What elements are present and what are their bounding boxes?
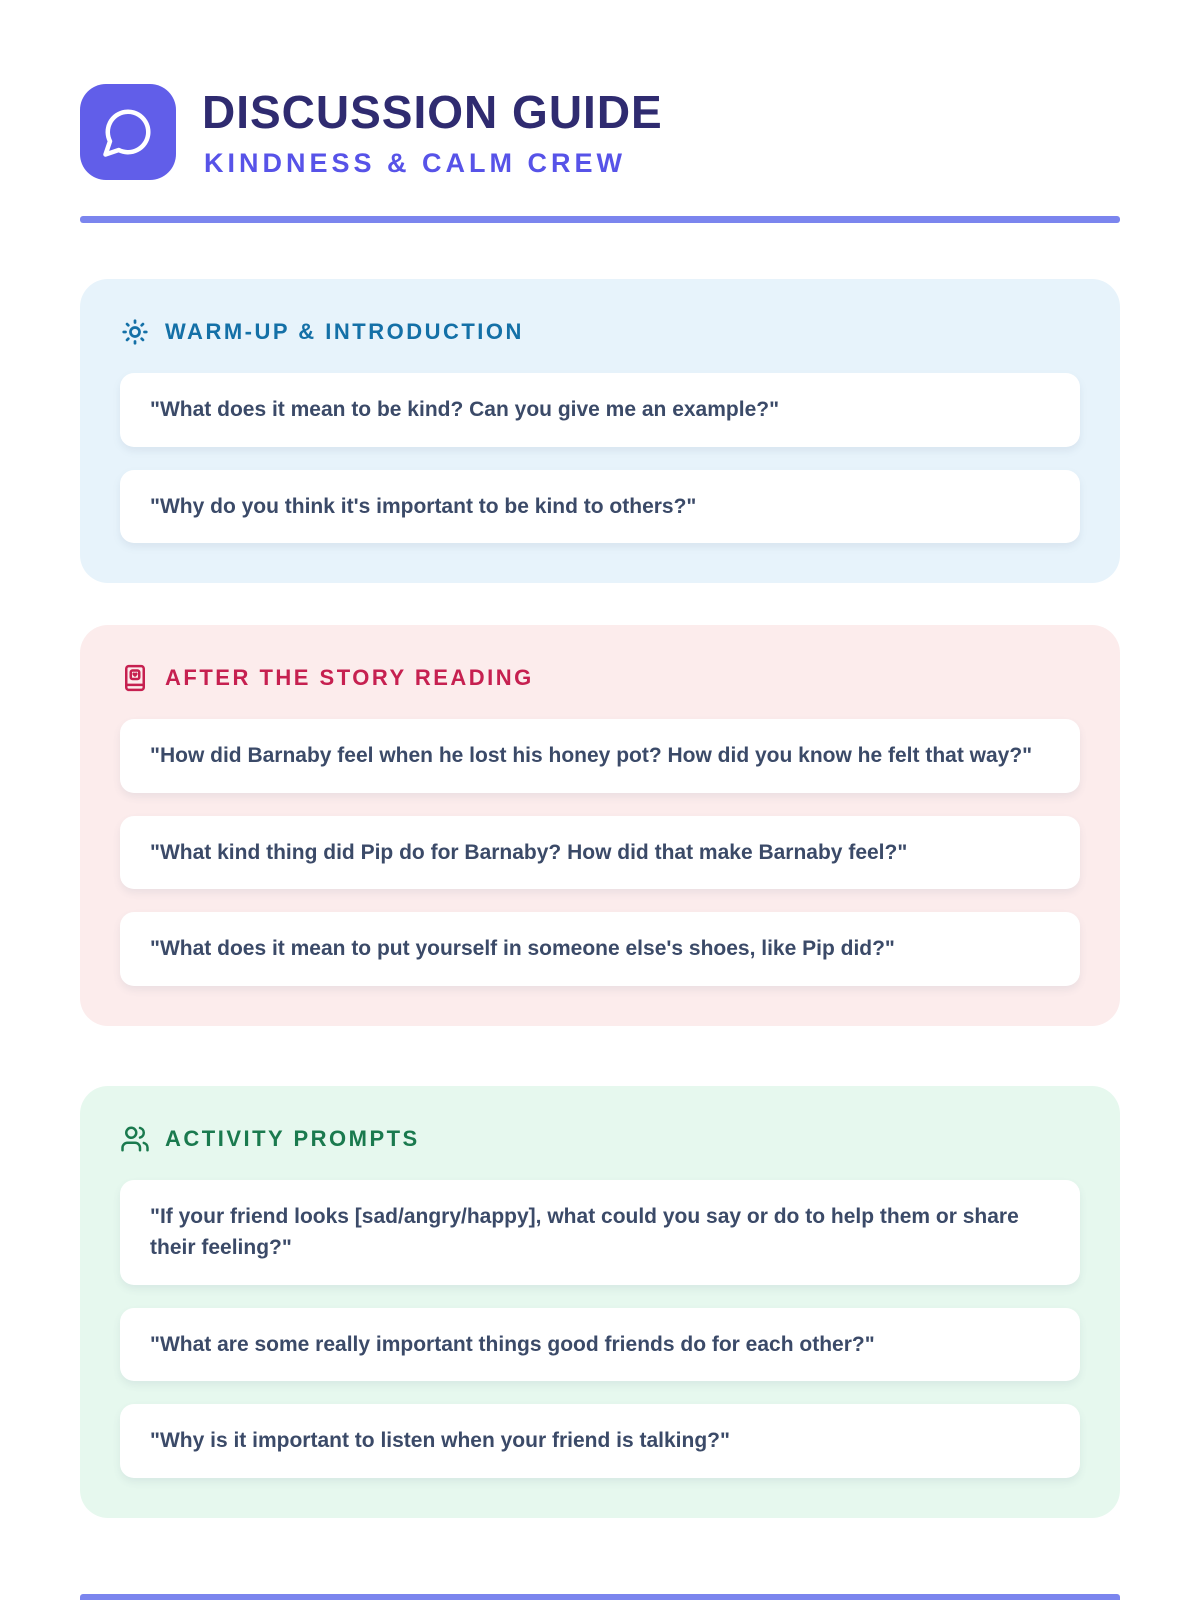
footer-divider [80, 1594, 1120, 1600]
question-text: "What does it mean to put yourself in someone else's shoes, like Pip did?" [150, 937, 895, 960]
question-card [120, 1180, 1080, 1285]
question-text: "Why do you think it's important to be kind to others?" [150, 494, 697, 518]
users-icon [120, 1124, 150, 1154]
section-title: ACTIVITY PROMPTS [165, 1125, 420, 1151]
section-warm-up-header [120, 317, 1080, 347]
question-text: "What are some really important things good friends do for each other?" [150, 1332, 875, 1356]
question-card [120, 1308, 1080, 1382]
section-after-story-header [120, 663, 1080, 693]
question-card [120, 719, 1080, 793]
question-text: "Why is it important to listen when your friend is talking?" [150, 1429, 730, 1452]
question-card [120, 912, 1080, 986]
page-subtitle: KINDNESS & CALM CREW [204, 148, 626, 178]
question-text: "How did Barnaby feel when he lost his honey pot? How did you know he felt that way?" [150, 744, 1033, 767]
section-title: AFTER THE STORY READING [165, 665, 534, 690]
header-divider [80, 216, 1120, 223]
question-card [120, 470, 1080, 544]
header [80, 84, 1120, 180]
question-text: "If your friend looks [sad/angry/happy], what could you say or do to help them or share their feeling?" [150, 1204, 1019, 1259]
speech-bubble-icon [80, 84, 176, 180]
question-text: "What does it mean to be kind? Can you give me an example?" [150, 398, 780, 421]
question-card [120, 373, 1080, 447]
section-activity-prompts-header [120, 1124, 1080, 1154]
section-activity-prompts [80, 1086, 1120, 1518]
section-title: WARM-UP & INTRODUCTION [165, 319, 524, 344]
section-after-story [80, 625, 1120, 1026]
question-text: "What kind thing did Pip do for Barnaby? How did that make Barnaby feel?" [150, 840, 908, 864]
question-card [120, 1404, 1080, 1478]
book-heart-icon [120, 663, 150, 693]
sun-icon [120, 317, 150, 347]
section-warm-up [80, 279, 1120, 583]
page-title: DISCUSSION GUIDE [202, 86, 663, 138]
question-card [120, 816, 1080, 890]
title-block [202, 85, 663, 179]
